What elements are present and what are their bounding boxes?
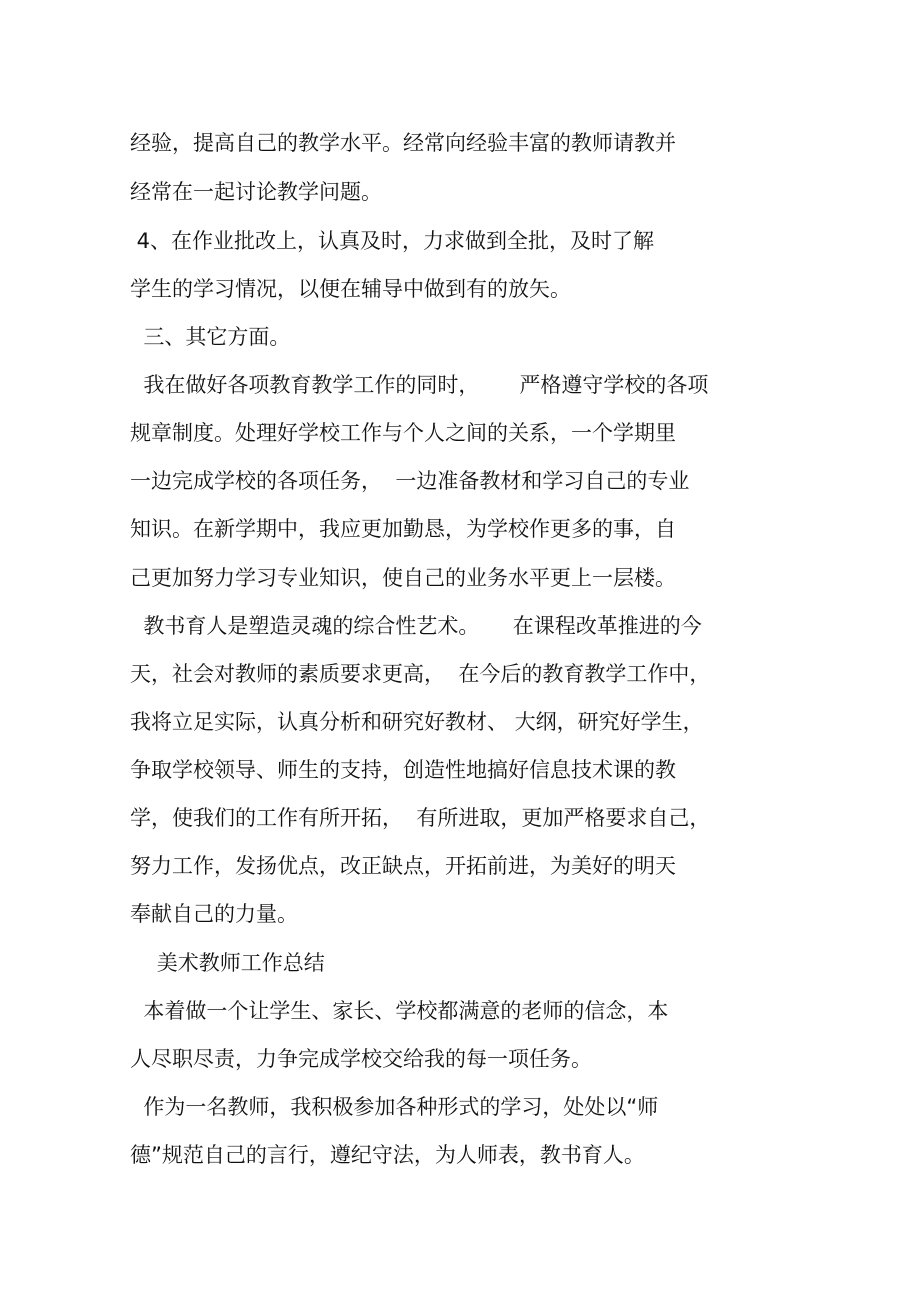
text-line: 天，社会对教师的素质要求更高， 在今后的教育教学工作中， xyxy=(130,662,711,686)
text-line: 经验，提高自己的教学水平。经常向经验丰富的教师请教并 xyxy=(130,131,676,155)
text-line: 奉献自己的力量。 xyxy=(130,902,298,926)
text-line: 教书育人是塑造灵魂的综合性艺术。 在课程改革推进的今 xyxy=(130,614,702,638)
text-line: 4、在作业批改上，认真及时，力求做到全批，及时了解 xyxy=(130,229,655,253)
text-line: 德”规范自己的言行，遵纪守法，为人师表，教书育人。 xyxy=(130,1143,645,1167)
text-line: 经常在一起讨论教学问题。 xyxy=(130,180,382,204)
text-line: 知识。在新学期中，我应更加勤恳，为学校作更多的事，自 xyxy=(130,517,676,541)
document-title: 美术教师工作总结 xyxy=(130,951,325,975)
text-line: 我将立足实际，认真分析和研究好教材、 大纲，研究好学生， xyxy=(130,710,704,734)
text-line: 人尽职尽责，力争完成学校交给我的每一项任务。 xyxy=(130,1047,592,1071)
text-line: 本着做一个让学生、家长、学校都满意的老师的信念，本 xyxy=(130,999,669,1023)
text-line: 规章制度。处理好学校工作与个人之间的关系，一个学期里 xyxy=(130,421,676,445)
text-line: 一边完成学校的各项任务， 一边准备教材和学习自己的专业 xyxy=(130,469,690,493)
section-heading: 三、其它方面。 xyxy=(130,325,291,349)
text-line: 己更加努力学习专业知识，使自己的业务水平更上一层楼。 xyxy=(130,566,676,590)
text-line: 争取学校领导、师生的支持，创造性地搞好信息技术课的教 xyxy=(130,758,676,782)
text-line: 学，使我们的工作有所开拓， 有所进取，更加严格要求自己， xyxy=(130,806,711,830)
text-line: 学生的学习情况，以便在辅导中做到有的放矢。 xyxy=(130,277,571,301)
text-line: 努力工作，发扬优点，改正缺点，开拓前进，为美好的明天 xyxy=(130,854,676,878)
text-line: 作为一名教师，我积极参加各种形式的学习，处处以“师 xyxy=(130,1095,659,1119)
text-line: 我在做好各项教育教学工作的同时， 严格遵守学校的各项 xyxy=(130,373,709,397)
